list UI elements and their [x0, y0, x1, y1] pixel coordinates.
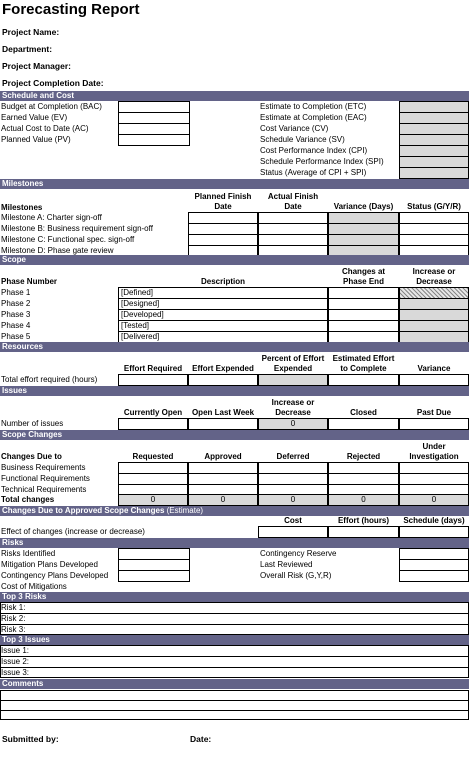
issues-col-header: Currently Open	[123, 408, 183, 417]
row-divider	[0, 667, 469, 668]
resources-col-header: Percent of Effort	[261, 354, 325, 363]
top-risks-label: Risk 2:	[1, 614, 26, 623]
scope-col-header: Decrease	[416, 277, 452, 286]
schedule-cost-label: Earned Value (EV)	[1, 113, 68, 122]
scope-col-header: Increase or	[412, 267, 456, 276]
changes-effect-input-cell[interactable]	[399, 526, 469, 538]
changes-effect-col-header: Cost	[284, 516, 302, 525]
scope-phase-label: Phase 1	[1, 288, 31, 297]
milestone-row-label: Milestone C: Functional spec. sign-off	[1, 235, 135, 244]
scope-col-header: Phase End	[343, 277, 384, 286]
risks-label: Cost of Mitigations	[1, 582, 67, 591]
resources-col-header: Expended	[273, 364, 313, 373]
top-risks-label: Risk 1:	[1, 603, 26, 612]
issues-input-cell[interactable]	[118, 418, 188, 430]
risks-label: Contingency Reserve	[260, 549, 337, 558]
scope-changes-col-header: Approved	[204, 452, 242, 461]
top-issues-label: Issue 3:	[1, 668, 30, 677]
issues-input-cell[interactable]	[399, 418, 469, 430]
submitted-by-label: Submitted by:	[2, 734, 59, 744]
scope-changes-total-cell: 0	[188, 494, 258, 506]
milestones-col-header: Actual Finish	[267, 192, 319, 201]
section-scope-changes: Scope Changes	[0, 430, 469, 440]
milestones-col-header: Milestones	[1, 203, 43, 212]
issues-input-cell[interactable]	[188, 418, 258, 430]
schedule-cost-label: Cost Variance (CV)	[260, 124, 329, 133]
schedule-cost-input[interactable]	[118, 134, 190, 146]
scope-description-cell[interactable]: [Designed]	[118, 298, 328, 310]
risks-label: Contingency Plans Developed	[1, 571, 109, 580]
changes-effect-row-label: Effect of changes (increase or decrease)	[1, 527, 145, 536]
scope-changes-row-label: Business Requirements	[1, 463, 86, 472]
issues-col-header: Increase or	[271, 398, 315, 407]
section-schedule-cost: Schedule and Cost	[0, 91, 469, 101]
issues-col-header: Closed	[350, 408, 377, 417]
top_risks-box[interactable]	[0, 602, 469, 635]
top-risks-label: Risk 3:	[1, 625, 26, 634]
changes-effect-col-header: Effort (hours)	[337, 516, 390, 525]
section-scope: Scope	[0, 255, 469, 265]
milestone-row-label: Milestone A: Charter sign-off	[1, 213, 102, 222]
scope-changes-col-header: Changes Due to	[1, 452, 62, 461]
section-risks: Risks	[0, 538, 469, 548]
top-issues-label: Issue 1:	[1, 646, 30, 655]
scope-phase-label: Phase 2	[1, 299, 31, 308]
resources-row-label: Total effort required (hours)	[1, 375, 98, 384]
scope-changes-total-cell: 0	[399, 494, 469, 506]
date-label: Date:	[190, 734, 212, 744]
scope-changes-col-header: Rejected	[346, 452, 381, 461]
scope-description-cell[interactable]: [Tested]	[118, 320, 328, 332]
project-manager-label: Project Manager:	[2, 61, 71, 71]
risks-input-cell[interactable]	[118, 570, 190, 582]
scope-description-cell[interactable]: [Developed]	[118, 309, 328, 321]
top-issues-label: Issue 2:	[1, 657, 30, 666]
scope-col-header: Phase Number	[1, 277, 58, 286]
section-resources: Resources	[0, 342, 469, 352]
issues-col-header: Past Due	[416, 408, 452, 417]
risks-label: Risks Identified	[1, 549, 56, 558]
resources-input-cell[interactable]	[328, 374, 399, 386]
scope-col-header: Description	[200, 277, 245, 286]
changes-effect-subtitle: (Estimate)	[166, 506, 204, 515]
risks-input-cell[interactable]	[399, 570, 469, 582]
resources-col-header: Effort Required	[123, 364, 183, 373]
milestones-col-header: Date	[214, 202, 232, 211]
risks-label: Mitigation Plans Developed	[1, 560, 98, 569]
schedule-cost-label: Schedule Variance (SV)	[260, 135, 345, 144]
scope-phase-label: Phase 5	[1, 332, 31, 341]
issues-col-header: Decrease	[275, 408, 311, 417]
project-name-label: Project Name:	[2, 27, 60, 37]
schedule-cost-label: Cost Performance Index (CPI)	[260, 146, 368, 155]
issues-input-cell[interactable]	[328, 418, 399, 430]
section-milestones: Milestones	[0, 179, 469, 189]
scope-changes-total-cell: 0	[118, 494, 188, 506]
section-top-risks: Top 3 Risks	[0, 592, 469, 602]
department-label: Department:	[2, 44, 53, 54]
scope-changes-row-label: Functional Requirements	[1, 474, 90, 483]
scope-description-cell[interactable]: [Delivered]	[118, 331, 328, 343]
comments-line	[0, 710, 469, 711]
issues-change-value: 0	[258, 418, 328, 430]
section-issues: Issues	[0, 386, 469, 396]
section-comments: Comments	[0, 679, 469, 689]
resources-input-cell[interactable]	[399, 374, 469, 386]
resources-input-cell[interactable]	[188, 374, 258, 386]
schedule-cost-computed-cell	[399, 167, 469, 179]
scope-changes-col-header: Under	[422, 442, 446, 451]
resources-col-header: Effort Expended	[192, 364, 254, 373]
changes-effect-title: Changes Due to Approved Scope Changes	[2, 506, 165, 515]
scope-changes-total-cell: 0	[258, 494, 328, 506]
comments-box[interactable]	[0, 690, 469, 720]
report-title: Forecasting Report	[2, 1, 140, 18]
section-top-issues: Top 3 Issues	[0, 635, 469, 645]
milestones-col-header: Status (G/Y/R)	[407, 202, 461, 211]
schedule-cost-label: Status (Average of CPI + SPI)	[260, 168, 367, 177]
schedule-cost-label: Estimate to Completion (ETC)	[260, 102, 367, 111]
schedule-cost-label: Actual Cost to Date (AC)	[1, 124, 89, 133]
schedule-cost-label: Planned Value (PV)	[1, 135, 71, 144]
schedule-cost-label: Budget at Completion (BAC)	[1, 102, 102, 111]
scope-changes-total-label: Total changes	[1, 495, 55, 504]
issues-row-label: Number of issues	[1, 419, 64, 428]
milestones-col-header: Planned Finish	[194, 192, 252, 201]
changes-effect-input-cell[interactable]	[258, 526, 328, 538]
schedule-cost-label: Estimate at Completion (EAC)	[260, 113, 367, 122]
top_issues-box[interactable]	[0, 645, 469, 678]
milestones-col-header: Date	[284, 202, 302, 211]
changes-effect-col-header: Schedule (days)	[403, 516, 465, 525]
issues-col-header: Open Last Week	[191, 408, 255, 417]
scope-changes-col-header: Deferred	[276, 452, 310, 461]
scope-phase-label: Phase 4	[1, 321, 31, 330]
comments-line	[0, 700, 469, 701]
risks-label: Overall Risk (G,Y,R)	[260, 571, 332, 580]
resources-col-header: to Complete	[340, 364, 387, 373]
scope-changes-total-cell: 0	[328, 494, 399, 506]
resources-col-header: Estimated Effort	[332, 354, 395, 363]
scope-changes-col-header: Requested	[132, 452, 174, 461]
resources-col-header: Variance	[417, 364, 451, 373]
milestone-row-label: Milestone D: Phase gate review	[1, 246, 114, 255]
scope-changes-row-label: Technical Requirements	[1, 485, 87, 494]
completion-date-label: Project Completion Date:	[2, 78, 104, 88]
scope-changes-col-header: Investigation	[409, 452, 459, 461]
scope-col-header: Changes at	[341, 267, 386, 276]
row-divider	[0, 613, 469, 614]
changes-effect-input-cell[interactable]	[328, 526, 399, 538]
row-divider	[0, 656, 469, 657]
resources-input-cell[interactable]	[118, 374, 188, 386]
risks-label: Last Reviewed	[260, 560, 313, 569]
scope-description-cell[interactable]: [Defined]	[118, 287, 328, 299]
section-changes-effect	[0, 506, 469, 516]
schedule-cost-label: Schedule Performance Index (SPI)	[260, 157, 384, 166]
row-divider	[0, 624, 469, 625]
resources-computed-cell	[258, 374, 328, 386]
scope-phase-label: Phase 3	[1, 310, 31, 319]
milestones-col-header: Variance (Days)	[333, 202, 394, 211]
milestone-row-label: Milestone B: Business requirement sign-off	[1, 224, 153, 233]
